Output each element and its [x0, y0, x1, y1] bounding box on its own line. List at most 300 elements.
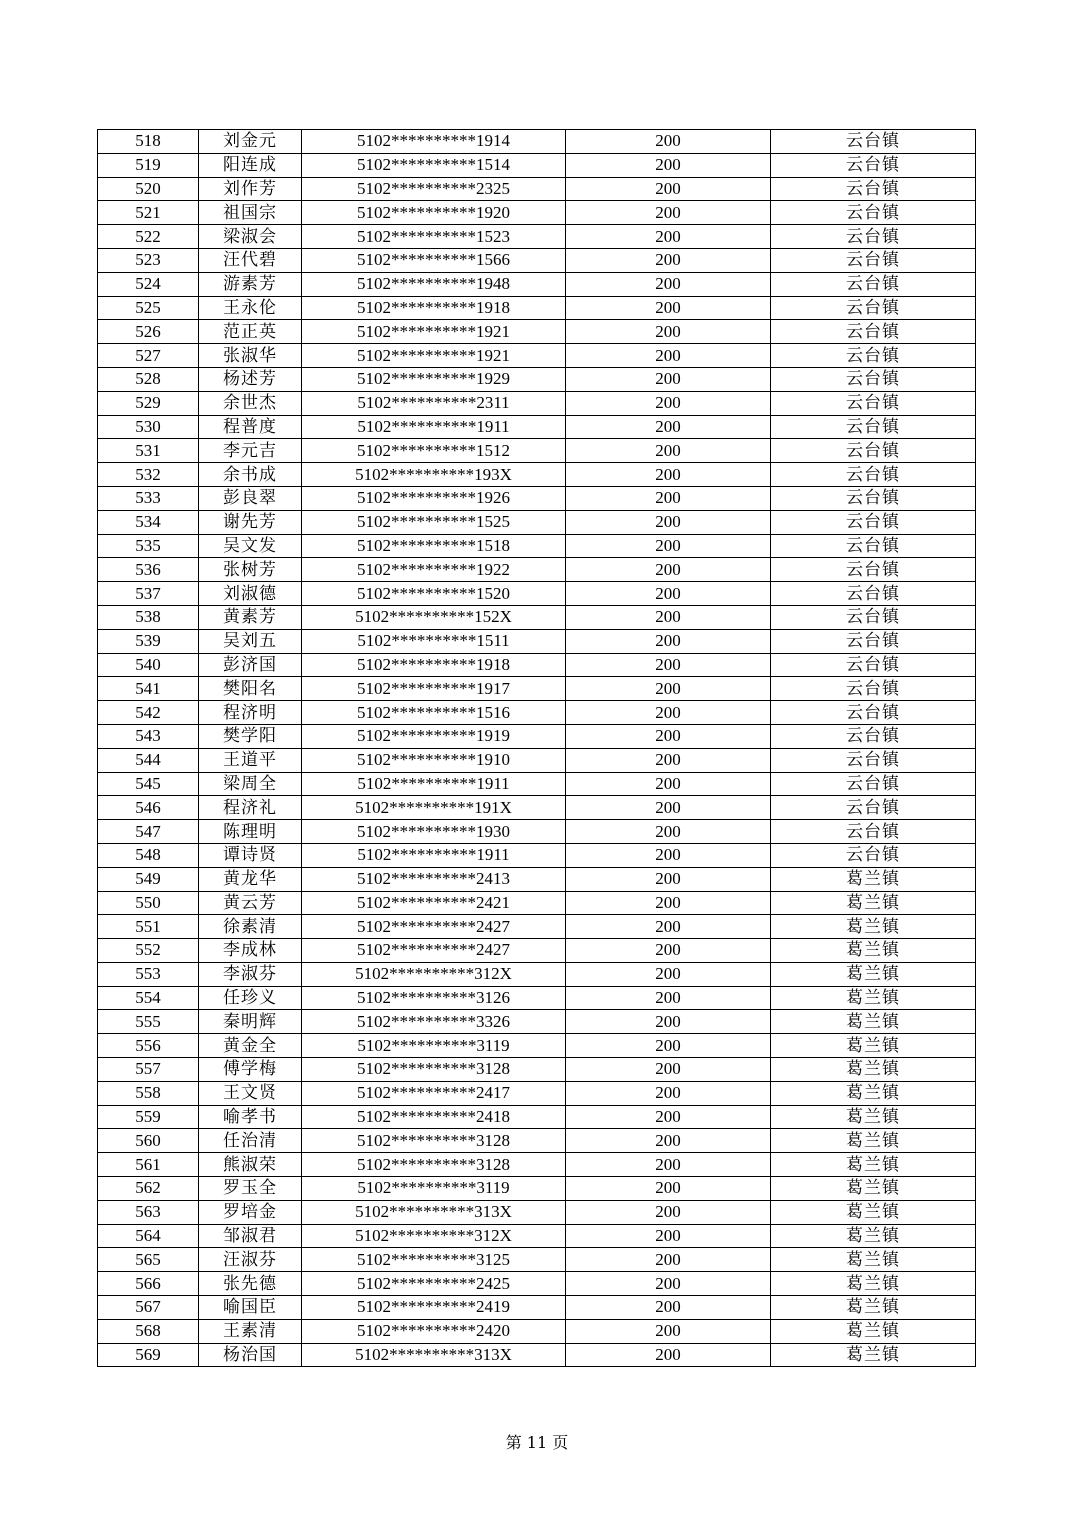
person-name-cell: 彭良翠	[199, 486, 302, 510]
table-row	[98, 724, 976, 748]
id-number-cell: 5102**********1926	[302, 486, 566, 510]
person-name-cell: 任珍义	[199, 986, 302, 1010]
person-name-cell: 罗培金	[199, 1200, 302, 1224]
person-name-cell: 黄云芳	[199, 891, 302, 915]
person-name-cell: 秦明辉	[199, 1010, 302, 1034]
row-number-cell: 539	[98, 629, 199, 653]
id-number-cell: 5102**********1516	[302, 701, 566, 725]
town-name-cell: 葛兰镇	[771, 1200, 976, 1224]
id-number-cell: 5102**********1911	[302, 415, 566, 439]
id-number-cell: 5102**********1566	[302, 248, 566, 272]
id-number-cell: 5102**********1918	[302, 296, 566, 320]
row-number-cell: 550	[98, 891, 199, 915]
table-row	[98, 653, 976, 677]
table-row	[98, 439, 976, 463]
person-name-cell: 祖国宗	[199, 201, 302, 225]
amount-cell: 200	[566, 296, 771, 320]
row-number-cell: 523	[98, 248, 199, 272]
row-number-cell: 558	[98, 1081, 199, 1105]
amount-cell: 200	[566, 534, 771, 558]
person-name-cell: 程济明	[199, 701, 302, 725]
id-number-cell: 5102**********3128	[302, 1058, 566, 1082]
row-number-cell: 555	[98, 1010, 199, 1034]
row-number-cell: 530	[98, 415, 199, 439]
id-number-cell: 5102**********2420	[302, 1319, 566, 1343]
row-number-cell: 560	[98, 1129, 199, 1153]
id-number-cell: 5102**********1929	[302, 367, 566, 391]
row-number-cell: 559	[98, 1105, 199, 1129]
table-row	[98, 820, 976, 844]
town-name-cell: 云台镇	[771, 391, 976, 415]
amount-cell: 200	[566, 986, 771, 1010]
amount-cell: 200	[566, 582, 771, 606]
person-name-cell: 樊阳名	[199, 677, 302, 701]
table-row	[98, 486, 976, 510]
amount-cell: 200	[566, 320, 771, 344]
row-number-cell: 540	[98, 653, 199, 677]
table-row	[98, 1034, 976, 1058]
row-number-cell: 528	[98, 367, 199, 391]
id-number-cell: 5102**********2413	[302, 867, 566, 891]
table-row	[98, 1200, 976, 1224]
town-name-cell: 葛兰镇	[771, 1224, 976, 1248]
amount-cell: 200	[566, 1153, 771, 1177]
row-number-cell: 562	[98, 1177, 199, 1201]
town-name-cell: 葛兰镇	[771, 915, 976, 939]
amount-cell: 200	[566, 1343, 771, 1367]
person-name-cell: 刘作芳	[199, 177, 302, 201]
table-row	[98, 891, 976, 915]
roster-table	[97, 129, 976, 1367]
table-row	[98, 1153, 976, 1177]
table-row	[98, 248, 976, 272]
table-row	[98, 939, 976, 963]
person-name-cell: 刘淑德	[199, 582, 302, 606]
person-name-cell: 邹淑君	[199, 1224, 302, 1248]
row-number-cell: 522	[98, 225, 199, 249]
town-name-cell: 云台镇	[771, 582, 976, 606]
town-name-cell: 云台镇	[771, 748, 976, 772]
amount-cell: 200	[566, 1058, 771, 1082]
row-number-cell: 529	[98, 391, 199, 415]
id-number-cell: 5102**********3326	[302, 1010, 566, 1034]
row-number-cell: 543	[98, 724, 199, 748]
town-name-cell: 云台镇	[771, 796, 976, 820]
person-name-cell: 王道平	[199, 748, 302, 772]
town-name-cell: 云台镇	[771, 605, 976, 629]
person-name-cell: 徐素清	[199, 915, 302, 939]
row-number-cell: 519	[98, 153, 199, 177]
town-name-cell: 葛兰镇	[771, 1129, 976, 1153]
amount-cell: 200	[566, 1177, 771, 1201]
person-name-cell: 杨述芳	[199, 367, 302, 391]
person-name-cell: 程济礼	[199, 796, 302, 820]
amount-cell: 200	[566, 439, 771, 463]
table-row	[98, 272, 976, 296]
person-name-cell: 黄素芳	[199, 605, 302, 629]
id-number-cell: 5102**********313X	[302, 1343, 566, 1367]
row-number-cell: 566	[98, 1272, 199, 1296]
town-name-cell: 云台镇	[771, 367, 976, 391]
amount-cell: 200	[566, 272, 771, 296]
table-row	[98, 1248, 976, 1272]
table-row	[98, 153, 976, 177]
row-number-cell: 563	[98, 1200, 199, 1224]
person-name-cell: 汪淑芬	[199, 1248, 302, 1272]
id-number-cell: 5102**********1518	[302, 534, 566, 558]
table-row	[98, 225, 976, 249]
person-name-cell: 谢先芳	[199, 510, 302, 534]
row-number-cell: 537	[98, 582, 199, 606]
amount-cell: 200	[566, 772, 771, 796]
roster-table-body	[98, 130, 976, 1367]
table-row	[98, 510, 976, 534]
town-name-cell: 云台镇	[771, 653, 976, 677]
person-name-cell: 樊学阳	[199, 724, 302, 748]
amount-cell: 200	[566, 463, 771, 487]
row-number-cell: 542	[98, 701, 199, 725]
amount-cell: 200	[566, 748, 771, 772]
person-name-cell: 陈理明	[199, 820, 302, 844]
town-name-cell: 云台镇	[771, 344, 976, 368]
amount-cell: 200	[566, 820, 771, 844]
amount-cell: 200	[566, 510, 771, 534]
table-row	[98, 1058, 976, 1082]
id-number-cell: 5102**********1911	[302, 843, 566, 867]
person-name-cell: 黄龙华	[199, 867, 302, 891]
town-name-cell: 葛兰镇	[771, 962, 976, 986]
town-name-cell: 云台镇	[771, 701, 976, 725]
table-row	[98, 1319, 976, 1343]
town-name-cell: 葛兰镇	[771, 1343, 976, 1367]
person-name-cell: 张淑华	[199, 344, 302, 368]
row-number-cell: 544	[98, 748, 199, 772]
person-name-cell: 罗玉全	[199, 1177, 302, 1201]
table-row	[98, 1177, 976, 1201]
amount-cell: 200	[566, 867, 771, 891]
id-number-cell: 5102**********1511	[302, 629, 566, 653]
person-name-cell: 任治清	[199, 1129, 302, 1153]
table-row	[98, 1129, 976, 1153]
id-number-cell: 5102**********1921	[302, 320, 566, 344]
table-row	[98, 130, 976, 154]
id-number-cell: 5102**********1948	[302, 272, 566, 296]
row-number-cell: 536	[98, 558, 199, 582]
table-row	[98, 1224, 976, 1248]
person-name-cell: 黄金全	[199, 1034, 302, 1058]
id-number-cell: 5102**********1930	[302, 820, 566, 844]
id-number-cell: 5102**********2417	[302, 1081, 566, 1105]
person-name-cell: 李淑芬	[199, 962, 302, 986]
amount-cell: 200	[566, 1296, 771, 1320]
town-name-cell: 云台镇	[771, 201, 976, 225]
person-name-cell: 阳连成	[199, 153, 302, 177]
amount-cell: 200	[566, 939, 771, 963]
page-number: 第 11 页	[505, 1433, 569, 1452]
town-name-cell: 云台镇	[771, 820, 976, 844]
amount-cell: 200	[566, 605, 771, 629]
town-name-cell: 葛兰镇	[771, 1177, 976, 1201]
row-number-cell: 564	[98, 1224, 199, 1248]
id-number-cell: 5102**********1919	[302, 724, 566, 748]
amount-cell: 200	[566, 796, 771, 820]
person-name-cell: 王文贤	[199, 1081, 302, 1105]
row-number-cell: 548	[98, 843, 199, 867]
town-name-cell: 葛兰镇	[771, 1319, 976, 1343]
amount-cell: 200	[566, 1081, 771, 1105]
amount-cell: 200	[566, 225, 771, 249]
person-name-cell: 傅学梅	[199, 1058, 302, 1082]
amount-cell: 200	[566, 1224, 771, 1248]
town-name-cell: 云台镇	[771, 439, 976, 463]
town-name-cell: 云台镇	[771, 296, 976, 320]
person-name-cell: 张先德	[199, 1272, 302, 1296]
id-number-cell: 5102**********2427	[302, 939, 566, 963]
table-row	[98, 796, 976, 820]
town-name-cell: 葛兰镇	[771, 1010, 976, 1034]
person-name-cell: 王素清	[199, 1319, 302, 1343]
row-number-cell: 567	[98, 1296, 199, 1320]
id-number-cell: 5102**********1920	[302, 201, 566, 225]
row-number-cell: 557	[98, 1058, 199, 1082]
table-row	[98, 748, 976, 772]
town-name-cell: 葛兰镇	[771, 1272, 976, 1296]
id-number-cell: 5102**********3119	[302, 1177, 566, 1201]
id-number-cell: 5102**********2311	[302, 391, 566, 415]
amount-cell: 200	[566, 391, 771, 415]
person-name-cell: 梁淑会	[199, 225, 302, 249]
person-name-cell: 范正英	[199, 320, 302, 344]
town-name-cell: 云台镇	[771, 486, 976, 510]
amount-cell: 200	[566, 1129, 771, 1153]
amount-cell: 200	[566, 962, 771, 986]
id-number-cell: 5102**********1525	[302, 510, 566, 534]
row-number-cell: 569	[98, 1343, 199, 1367]
amount-cell: 200	[566, 486, 771, 510]
town-name-cell: 葛兰镇	[771, 986, 976, 1010]
row-number-cell: 524	[98, 272, 199, 296]
table-row	[98, 1343, 976, 1367]
town-name-cell: 葛兰镇	[771, 867, 976, 891]
table-row	[98, 605, 976, 629]
person-name-cell: 汪代碧	[199, 248, 302, 272]
id-number-cell: 5102**********1914	[302, 130, 566, 154]
town-name-cell: 葛兰镇	[771, 1296, 976, 1320]
id-number-cell: 5102**********312X	[302, 962, 566, 986]
row-number-cell: 520	[98, 177, 199, 201]
town-name-cell: 云台镇	[771, 629, 976, 653]
amount-cell: 200	[566, 891, 771, 915]
id-number-cell: 5102**********2418	[302, 1105, 566, 1129]
id-number-cell: 5102**********1911	[302, 772, 566, 796]
town-name-cell: 葛兰镇	[771, 891, 976, 915]
table-row	[98, 534, 976, 558]
id-number-cell: 5102**********2419	[302, 1296, 566, 1320]
amount-cell: 200	[566, 153, 771, 177]
amount-cell: 200	[566, 344, 771, 368]
town-name-cell: 云台镇	[771, 843, 976, 867]
town-name-cell: 葛兰镇	[771, 1081, 976, 1105]
table-row	[98, 1105, 976, 1129]
table-row	[98, 867, 976, 891]
table-row	[98, 915, 976, 939]
person-name-cell: 李元吉	[199, 439, 302, 463]
table-row	[98, 1272, 976, 1296]
person-name-cell: 熊淑荣	[199, 1153, 302, 1177]
town-name-cell: 云台镇	[771, 248, 976, 272]
row-number-cell: 565	[98, 1248, 199, 1272]
id-number-cell: 5102**********2427	[302, 915, 566, 939]
id-number-cell: 5102**********1523	[302, 225, 566, 249]
town-name-cell: 葛兰镇	[771, 939, 976, 963]
table-row	[98, 177, 976, 201]
amount-cell: 200	[566, 130, 771, 154]
town-name-cell: 云台镇	[771, 534, 976, 558]
person-name-cell: 王永伦	[199, 296, 302, 320]
amount-cell: 200	[566, 248, 771, 272]
row-number-cell: 535	[98, 534, 199, 558]
row-number-cell: 556	[98, 1034, 199, 1058]
town-name-cell: 云台镇	[771, 272, 976, 296]
amount-cell: 200	[566, 1034, 771, 1058]
town-name-cell: 云台镇	[771, 130, 976, 154]
row-number-cell: 525	[98, 296, 199, 320]
row-number-cell: 554	[98, 986, 199, 1010]
row-number-cell: 521	[98, 201, 199, 225]
amount-cell: 200	[566, 558, 771, 582]
town-name-cell: 云台镇	[771, 772, 976, 796]
amount-cell: 200	[566, 724, 771, 748]
table-row	[98, 582, 976, 606]
table-row	[98, 986, 976, 1010]
id-number-cell: 5102**********3128	[302, 1129, 566, 1153]
person-name-cell: 彭济国	[199, 653, 302, 677]
town-name-cell: 葛兰镇	[771, 1058, 976, 1082]
amount-cell: 200	[566, 201, 771, 225]
amount-cell: 200	[566, 915, 771, 939]
town-name-cell: 云台镇	[771, 153, 976, 177]
id-number-cell: 5102**********191X	[302, 796, 566, 820]
person-name-cell: 余书成	[199, 463, 302, 487]
amount-cell: 200	[566, 677, 771, 701]
table-row	[98, 1081, 976, 1105]
table-row	[98, 296, 976, 320]
person-name-cell: 程普度	[199, 415, 302, 439]
person-name-cell: 杨治国	[199, 1343, 302, 1367]
town-name-cell: 葛兰镇	[771, 1248, 976, 1272]
amount-cell: 200	[566, 653, 771, 677]
table-row	[98, 629, 976, 653]
table-row	[98, 558, 976, 582]
id-number-cell: 5102**********152X	[302, 605, 566, 629]
id-number-cell: 5102**********1910	[302, 748, 566, 772]
amount-cell: 200	[566, 177, 771, 201]
person-name-cell: 游素芳	[199, 272, 302, 296]
id-number-cell: 5102**********1921	[302, 344, 566, 368]
town-name-cell: 葛兰镇	[771, 1153, 976, 1177]
table-row	[98, 1296, 976, 1320]
id-number-cell: 5102**********1918	[302, 653, 566, 677]
amount-cell: 200	[566, 1272, 771, 1296]
amount-cell: 200	[566, 701, 771, 725]
id-number-cell: 5102**********2421	[302, 891, 566, 915]
town-name-cell: 云台镇	[771, 677, 976, 701]
id-number-cell: 5102**********1922	[302, 558, 566, 582]
row-number-cell: 518	[98, 130, 199, 154]
row-number-cell: 549	[98, 867, 199, 891]
table-row	[98, 391, 976, 415]
amount-cell: 200	[566, 629, 771, 653]
person-name-cell: 张树芳	[199, 558, 302, 582]
table-row	[98, 463, 976, 487]
amount-cell: 200	[566, 415, 771, 439]
table-row	[98, 1010, 976, 1034]
table-row	[98, 677, 976, 701]
table-row	[98, 772, 976, 796]
table-row	[98, 320, 976, 344]
person-name-cell: 刘金元	[199, 130, 302, 154]
town-name-cell: 云台镇	[771, 225, 976, 249]
id-number-cell: 5102**********3128	[302, 1153, 566, 1177]
row-number-cell: 531	[98, 439, 199, 463]
town-name-cell: 云台镇	[771, 510, 976, 534]
amount-cell: 200	[566, 1319, 771, 1343]
row-number-cell: 551	[98, 915, 199, 939]
table-row	[98, 962, 976, 986]
row-number-cell: 547	[98, 820, 199, 844]
town-name-cell: 云台镇	[771, 558, 976, 582]
row-number-cell: 541	[98, 677, 199, 701]
amount-cell: 200	[566, 843, 771, 867]
person-name-cell: 谭诗贤	[199, 843, 302, 867]
id-number-cell: 5102**********1520	[302, 582, 566, 606]
id-number-cell: 5102**********313X	[302, 1200, 566, 1224]
row-number-cell: 526	[98, 320, 199, 344]
person-name-cell: 吴文发	[199, 534, 302, 558]
id-number-cell: 5102**********3125	[302, 1248, 566, 1272]
table-row	[98, 344, 976, 368]
town-name-cell: 云台镇	[771, 177, 976, 201]
id-number-cell: 5102**********2325	[302, 177, 566, 201]
amount-cell: 200	[566, 1010, 771, 1034]
row-number-cell: 546	[98, 796, 199, 820]
amount-cell: 200	[566, 367, 771, 391]
row-number-cell: 568	[98, 1319, 199, 1343]
id-number-cell: 5102**********1512	[302, 439, 566, 463]
id-number-cell: 5102**********312X	[302, 1224, 566, 1248]
town-name-cell: 葛兰镇	[771, 1034, 976, 1058]
town-name-cell: 葛兰镇	[771, 1105, 976, 1129]
table-row	[98, 415, 976, 439]
person-name-cell: 喻国臣	[199, 1296, 302, 1320]
person-name-cell: 余世杰	[199, 391, 302, 415]
person-name-cell: 吴刘五	[199, 629, 302, 653]
row-number-cell: 527	[98, 344, 199, 368]
town-name-cell: 云台镇	[771, 415, 976, 439]
person-name-cell: 梁周全	[199, 772, 302, 796]
row-number-cell: 552	[98, 939, 199, 963]
table-row	[98, 701, 976, 725]
id-number-cell: 5102**********1917	[302, 677, 566, 701]
row-number-cell: 533	[98, 486, 199, 510]
table-row	[98, 201, 976, 225]
table-row	[98, 367, 976, 391]
id-number-cell: 5102**********1514	[302, 153, 566, 177]
id-number-cell: 5102**********2425	[302, 1272, 566, 1296]
row-number-cell: 538	[98, 605, 199, 629]
amount-cell: 200	[566, 1105, 771, 1129]
row-number-cell: 545	[98, 772, 199, 796]
